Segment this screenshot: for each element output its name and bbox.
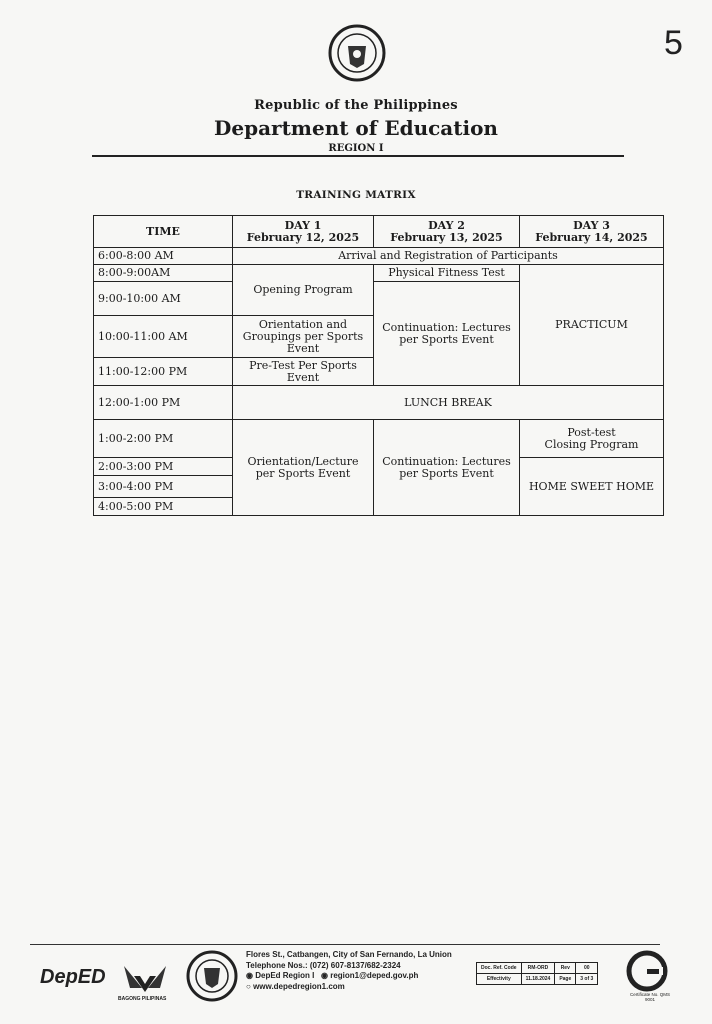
lunch-break-cell: LUNCH BREAK <box>233 386 664 420</box>
effectivity-label: Effectivity <box>477 974 522 985</box>
practicum-cell: PRACTICUM <box>520 265 664 386</box>
day1-header <box>233 216 374 248</box>
day2-title: DAY 2 <box>428 218 465 232</box>
table-row <box>94 265 664 282</box>
region-heading: REGION I <box>328 143 384 154</box>
page-label: Page <box>555 974 576 985</box>
email-text: region1@deped.gov.ph <box>330 971 419 980</box>
address-text: Flores St., Catbangen, City of San Fernando, La Union <box>246 950 452 959</box>
iso-certification-icon <box>626 950 668 992</box>
table-row <box>94 420 664 458</box>
time-cell: 11:00-12:00 PM <box>94 358 233 386</box>
doc-ref-label: Doc. Ref. Code <box>477 963 522 974</box>
rev-label: Rev <box>555 963 576 974</box>
home-sweet-home-cell: HOME SWEET HOME <box>520 458 664 516</box>
time-cell: 3:00-4:00 PM <box>94 476 233 498</box>
facebook-icon: ◉ <box>246 971 253 980</box>
document-title: TRAINING MATRIX <box>296 189 416 201</box>
website-line <box>246 982 452 993</box>
orientation-lecture-cell: Orientation/Lecture per Sports Event <box>233 420 374 516</box>
time-cell: 6:00-8:00 AM <box>94 248 233 265</box>
closing-program-label: Closing Program <box>544 437 639 451</box>
website-text: www.depedregion1.com <box>253 981 345 991</box>
page-value: 3 of 3 <box>576 974 598 985</box>
time-cell: 2:00-3:00 PM <box>94 458 233 476</box>
time-cell: 10:00-11:00 AM <box>94 316 233 358</box>
globe-icon: ○ <box>246 981 251 991</box>
continuation-afternoon-cell: Continuation: Lectures per Sports Event <box>374 420 520 516</box>
day1-title: DAY 1 <box>284 218 322 232</box>
posttest-cell <box>520 420 664 458</box>
contact-block <box>246 950 452 992</box>
table-row <box>94 248 664 265</box>
pretest-cell: Pre-Test Per Sports Event <box>233 358 374 386</box>
day1-date: February 12, 2025 <box>246 230 360 244</box>
deped-logo: DepED <box>40 966 106 988</box>
email-icon: ◉ <box>321 971 328 980</box>
page-number: 5 <box>664 24 683 62</box>
training-matrix-table <box>93 215 664 516</box>
table-header-row <box>94 216 664 248</box>
time-cell: 1:00-2:00 PM <box>94 420 233 458</box>
table-row <box>477 963 598 974</box>
iso-certificate-text: Certificate No. QMS 9001 <box>629 992 670 1002</box>
republic-heading: Republic of the Philippines <box>254 98 458 113</box>
continuation-morning-cell: Continuation: Lectures per Sports Event <box>374 282 520 386</box>
table-row <box>94 386 664 420</box>
time-cell: 8:00-9:00AM <box>94 265 233 282</box>
posttest-label: Post-test <box>567 425 616 439</box>
effectivity-value: 11.18.2024 <box>521 974 555 985</box>
orientation-groupings-cell: Orientation and Groupings per Sports Event <box>233 316 374 358</box>
time-header: TIME <box>94 216 233 248</box>
social-line <box>246 971 452 982</box>
day3-header <box>520 216 664 248</box>
time-cell: 4:00-5:00 PM <box>94 498 233 516</box>
day3-title: DAY 3 <box>573 218 610 232</box>
day3-date: February 14, 2025 <box>535 230 648 244</box>
table-row <box>477 974 598 985</box>
document-info-table <box>476 962 598 985</box>
facebook-text: DepEd Region I <box>255 971 315 980</box>
header-divider <box>92 155 624 157</box>
telephone-text: Telephone Nos.: (072) 607-8137/682-2324 <box>246 960 401 970</box>
doc-ref-value: RM-ORD <box>521 963 555 974</box>
bagong-pilipinas-label: BAGONG PILIPINAS <box>118 996 167 1002</box>
deped-seal-icon <box>328 24 386 82</box>
rev-value: 00 <box>576 963 598 974</box>
region-seal-icon <box>186 950 238 1002</box>
opening-program-cell: Opening Program <box>233 265 374 316</box>
time-cell: 9:00-10:00 AM <box>94 282 233 316</box>
physical-fitness-cell: Physical Fitness Test <box>374 265 520 282</box>
time-cell: 12:00-1:00 PM <box>94 386 233 420</box>
arrival-cell: Arrival and Registration of Participants <box>233 248 664 265</box>
day2-header <box>374 216 520 248</box>
footer-divider <box>30 944 660 945</box>
day2-date: February 13, 2025 <box>390 230 503 244</box>
department-heading: Department of Education <box>214 116 498 140</box>
